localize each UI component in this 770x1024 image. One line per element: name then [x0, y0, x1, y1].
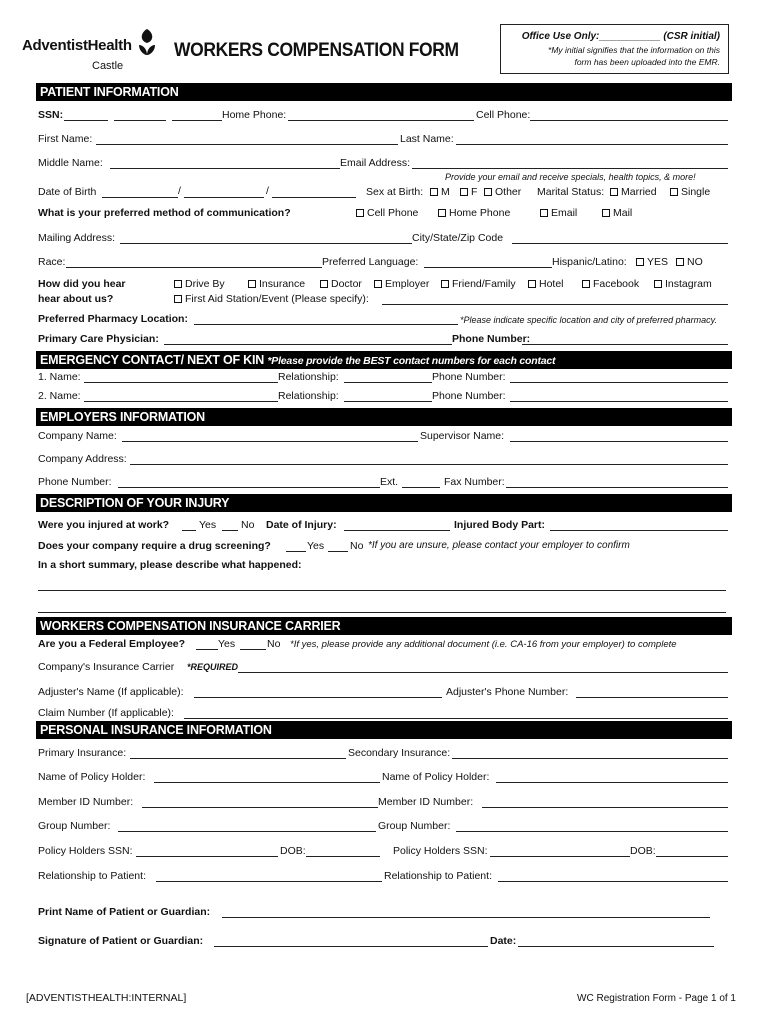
- company-address-label: Company Address:: [38, 453, 127, 465]
- hispanic-no-text: NO: [687, 256, 703, 268]
- hear-facebook-text: Facebook: [593, 278, 640, 290]
- comm-email-text: Email: [551, 207, 578, 219]
- drug-screening-label: Does your company require a drug screening?: [38, 540, 271, 552]
- print-name-field[interactable]: [222, 917, 710, 918]
- drug-yes-field[interactable]: [286, 551, 306, 552]
- home-phone-field[interactable]: [288, 120, 474, 121]
- sex-label: Sex at Birth:: [366, 186, 424, 198]
- ssn-label: SSN:: [38, 109, 64, 121]
- ssn-field-3[interactable]: [172, 120, 222, 121]
- injury-date-label: Date of Injury:: [266, 519, 337, 531]
- last-name-label: Last Name:: [400, 133, 454, 145]
- sex-m-text: M: [441, 186, 450, 198]
- hear-insurance-option[interactable]: [248, 278, 305, 290]
- sex-other-option[interactable]: [484, 186, 521, 198]
- race-label: Race:: [38, 256, 66, 268]
- hispanic-yes-checkbox[interactable]: [636, 258, 644, 266]
- pcp-phone-field[interactable]: [522, 344, 728, 345]
- hear-employer-checkbox[interactable]: [374, 280, 382, 288]
- emergency-phone-2-label: Phone Number:: [432, 390, 506, 402]
- employer-section-heading: [36, 408, 732, 426]
- mailing-field[interactable]: [120, 243, 412, 244]
- injury-section-heading: [36, 494, 732, 512]
- signature-label: Signature of Patient or Guardian:: [38, 935, 204, 947]
- body-part-field[interactable]: [550, 530, 728, 531]
- group-1-label: Group Number:: [38, 820, 111, 832]
- employer-phone-label: Phone Number:: [38, 476, 112, 488]
- ssn-field-1[interactable]: [64, 120, 108, 121]
- office-use-note-2: form has been uploaded into the EMR.: [574, 57, 720, 67]
- language-field[interactable]: [424, 267, 552, 268]
- personal-section-heading: [36, 721, 732, 739]
- hear-insurance-text: Insurance: [259, 278, 306, 290]
- sex-f-text: F: [471, 186, 478, 198]
- fax-label: Fax Number:: [444, 476, 505, 488]
- dob-label: Date of Birth: [38, 186, 97, 198]
- dob-slash-1: /: [178, 185, 181, 197]
- pharmacy-label: Preferred Pharmacy Location:: [38, 313, 188, 325]
- relationship-2-label: Relationship to Patient:: [384, 870, 492, 882]
- body-part-label: Injured Body Part:: [454, 519, 546, 531]
- ext-field[interactable]: [402, 487, 440, 488]
- ext-label: Ext.: [380, 476, 399, 488]
- emergency-section-heading: [36, 351, 732, 369]
- adjuster-name-label: Adjuster's Name (If applicable):: [38, 686, 184, 698]
- comm-home-checkbox[interactable]: [438, 209, 446, 217]
- hear-friend-option[interactable]: [441, 278, 516, 290]
- injured-no-field[interactable]: [222, 530, 238, 531]
- city-field[interactable]: [512, 243, 728, 244]
- sex-m-option[interactable]: [430, 186, 450, 198]
- hear-facebook-option[interactable]: [582, 278, 639, 290]
- office-use-label: Office Use Only:___________ (CSR initial): [521, 31, 720, 42]
- hear-label-2: hear about us?: [38, 293, 114, 305]
- comm-email-checkbox[interactable]: [540, 209, 548, 217]
- race-field[interactable]: [66, 267, 322, 268]
- email-label: Email Address:: [340, 157, 411, 169]
- first-name-label: First Name:: [38, 133, 93, 145]
- injured-no-label: No: [241, 519, 255, 531]
- mailing-label: Mailing Address:: [38, 232, 116, 244]
- comm-mail-option[interactable]: [602, 207, 632, 219]
- holder-1-field[interactable]: [154, 782, 380, 783]
- signature-date-label: Date:: [490, 935, 517, 947]
- dob-slash-2: /: [266, 185, 269, 197]
- emergency-relationship-1-field[interactable]: [344, 382, 432, 383]
- hear-instagram-checkbox[interactable]: [654, 280, 662, 288]
- comm-email-option[interactable]: [540, 207, 577, 219]
- dob-1-field[interactable]: [306, 856, 380, 857]
- patient-heading-text: PATIENT INFORMATION: [40, 85, 179, 99]
- federal-no-label: No: [267, 638, 281, 650]
- emergency-relationship-2-field[interactable]: [344, 401, 432, 402]
- single-checkbox[interactable]: [670, 188, 678, 196]
- claim-number-label: Claim Number (If applicable):: [38, 707, 174, 719]
- holder-2-label: Name of Policy Holder:: [382, 771, 490, 783]
- company-carrier-label: Company's Insurance Carrier: [38, 661, 175, 673]
- print-name-label: Print Name of Patient or Guardian:: [38, 906, 211, 918]
- fax-field[interactable]: [506, 487, 728, 488]
- pharmacy-note: *Please indicate specific location and city of preferred pharmacy.: [460, 315, 717, 325]
- emergency-heading-note: *Please provide the BEST contact numbers for each contact: [267, 355, 556, 367]
- primary-insurance-label: Primary Insurance:: [38, 747, 127, 759]
- middle-name-field[interactable]: [110, 168, 340, 169]
- federal-employee-label: Are you a Federal Employee?: [38, 638, 186, 650]
- company-carrier-field[interactable]: [238, 672, 728, 673]
- pcp-field[interactable]: [164, 344, 452, 345]
- federal-yes-field[interactable]: [196, 649, 218, 650]
- single-option[interactable]: [670, 186, 710, 198]
- hear-hotel-option[interactable]: [528, 278, 564, 290]
- comm-cell-text: Cell Phone: [367, 207, 419, 219]
- email-note: Provide your email and receive specials, health topics, & more!: [445, 172, 696, 182]
- secondary-insurance-field[interactable]: [452, 758, 728, 759]
- member-2-field[interactable]: [482, 807, 728, 808]
- hear-instagram-option[interactable]: [654, 278, 712, 290]
- page-title: WORKERS COMPENSATION FORM: [174, 40, 459, 61]
- pcp-label: Primary Care Physician:: [38, 333, 159, 345]
- sex-f-option[interactable]: [460, 186, 477, 198]
- policy-ssn-1-field[interactable]: [136, 856, 278, 857]
- drug-no-label: No: [350, 540, 364, 552]
- hispanic-label: Hispanic/Latino:: [552, 256, 627, 268]
- marital-label: Marital Status:: [537, 186, 605, 198]
- patient-section-heading: [36, 83, 732, 101]
- emergency-phone-1-label: Phone Number:: [432, 371, 506, 383]
- policy-ssn-1-label: Policy Holders SSN:: [38, 845, 133, 857]
- drug-yes-label: Yes: [307, 540, 325, 552]
- hear-doctor-text: Doctor: [331, 278, 362, 290]
- adjuster-phone-field[interactable]: [576, 697, 728, 698]
- cell-phone-field[interactable]: [530, 120, 728, 121]
- holder-2-field[interactable]: [496, 782, 728, 783]
- summary-line-1[interactable]: [38, 590, 726, 591]
- company-name-label: Company Name:: [38, 430, 117, 442]
- member-1-field[interactable]: [142, 807, 378, 808]
- hispanic-no-checkbox[interactable]: [676, 258, 684, 266]
- hear-label-1: How did you hear: [38, 278, 126, 290]
- dob-year-field[interactable]: [272, 197, 356, 198]
- leaf-logo-icon: [136, 27, 158, 57]
- member-1-label: Member ID Number:: [38, 796, 134, 808]
- communication-question: What is your preferred method of communication?: [38, 207, 291, 219]
- last-name-field[interactable]: [456, 144, 728, 145]
- ssn-field-2[interactable]: [114, 120, 166, 121]
- injured-yes-label: Yes: [199, 519, 217, 531]
- hispanic-yes-option[interactable]: [636, 256, 668, 268]
- supervisor-field[interactable]: [510, 441, 728, 442]
- pharmacy-field[interactable]: [194, 324, 458, 325]
- hear-drive-by-text: Drive By: [185, 278, 225, 290]
- hear-friend-text: Friend/Family: [452, 278, 516, 290]
- federal-no-field[interactable]: [240, 649, 266, 650]
- group-2-label: Group Number:: [378, 820, 451, 832]
- footer-classification: [ADVENTISTHEALTH:INTERNAL]: [26, 992, 187, 1004]
- holder-1-label: Name of Policy Holder:: [38, 771, 146, 783]
- adjuster-name-field[interactable]: [194, 697, 442, 698]
- comm-cell-checkbox[interactable]: [356, 209, 364, 217]
- emergency-phone-1-field[interactable]: [510, 382, 728, 383]
- hear-hotel-checkbox[interactable]: [528, 280, 536, 288]
- relationship-1-field[interactable]: [156, 881, 382, 882]
- footer-page-info: WC Registration Form - Page 1 of 1: [577, 993, 736, 1004]
- policy-ssn-2-label: Policy Holders SSN:: [393, 845, 488, 857]
- comm-home-text: Home Phone: [449, 207, 511, 219]
- relationship-1-label: Relationship to Patient:: [38, 870, 146, 882]
- hear-employer-text: Employer: [385, 278, 430, 290]
- home-phone-label: Home Phone:: [222, 109, 287, 121]
- policy-ssn-2-field[interactable]: [490, 856, 630, 857]
- member-2-label: Member ID Number:: [378, 796, 474, 808]
- hear-first-aid-checkbox[interactable]: [174, 295, 182, 303]
- emergency-name-1-label: 1. Name:: [38, 371, 81, 383]
- cell-phone-label: Cell Phone:: [476, 109, 531, 121]
- secondary-insurance-label: Secondary Insurance:: [348, 747, 451, 759]
- office-use-box: [500, 24, 729, 74]
- hear-first-aid-option[interactable]: [174, 293, 369, 305]
- hear-friend-checkbox[interactable]: [441, 280, 449, 288]
- adjuster-phone-label: Adjuster's Phone Number:: [446, 686, 569, 698]
- brand-name: AdventistHealth: [22, 37, 132, 54]
- hear-instagram-text: Instagram: [665, 278, 712, 290]
- hear-doctor-checkbox[interactable]: [320, 280, 328, 288]
- supervisor-label: Supervisor Name:: [420, 430, 505, 442]
- summary-label: In a short summary, please describe what happened:: [38, 559, 302, 571]
- hispanic-yes-text: YES: [647, 256, 669, 268]
- injured-at-work-label: Were you injured at work?: [38, 519, 170, 531]
- drug-note: *If you are unsure, please contact your employer to confirm: [368, 540, 630, 551]
- injury-date-field[interactable]: [344, 530, 450, 531]
- language-label: Preferred Language:: [322, 256, 419, 268]
- city-label: City/State/Zip Code: [412, 232, 504, 244]
- relationship-2-field[interactable]: [498, 881, 728, 882]
- emergency-heading-text: EMERGENCY CONTACT/ NEXT OF KIN: [40, 353, 265, 367]
- hear-doctor-option[interactable]: [320, 278, 362, 290]
- brand-sub: Castle: [92, 60, 124, 72]
- hear-insurance-checkbox[interactable]: [248, 280, 256, 288]
- group-1-field[interactable]: [118, 831, 376, 832]
- comm-mail-text: Mail: [613, 207, 633, 219]
- hear-first-aid-text: First Aid Station/Event (Please specify):: [185, 293, 369, 305]
- summary-line-2[interactable]: [38, 612, 726, 613]
- federal-yes-label: Yes: [218, 638, 236, 650]
- carrier-section-heading: [36, 617, 732, 635]
- emergency-name-2-field[interactable]: [84, 401, 278, 402]
- hear-first-aid-field[interactable]: [382, 304, 728, 305]
- employer-phone-field[interactable]: [118, 487, 380, 488]
- hear-drive-by-checkbox[interactable]: [174, 280, 182, 288]
- comm-mail-checkbox[interactable]: [602, 209, 610, 217]
- carrier-heading-text: WORKERS COMPENSATION INSURANCE CARRIER: [40, 619, 341, 633]
- primary-insurance-field[interactable]: [130, 758, 346, 759]
- emergency-relationship-1-label: Relationship:: [278, 371, 339, 383]
- group-2-field[interactable]: [456, 831, 728, 832]
- hear-hotel-text: Hotel: [539, 278, 564, 290]
- company-address-field[interactable]: [130, 464, 728, 465]
- claim-number-field[interactable]: [184, 718, 728, 719]
- single-text: Single: [681, 186, 711, 198]
- emergency-name-2-label: 2. Name:: [38, 390, 81, 402]
- federal-note: *If yes, please provide any additional document (i.e. CA-16 from your employer) to complete: [290, 639, 677, 650]
- pcp-phone-label: Phone Number:: [452, 333, 531, 345]
- married-checkbox[interactable]: [610, 188, 618, 196]
- dob-1-label: DOB:: [280, 845, 306, 857]
- comm-home-option[interactable]: [438, 207, 510, 219]
- personal-heading-text: PERSONAL INSURANCE INFORMATION: [40, 723, 272, 737]
- employer-heading-text: EMPLOYERS INFORMATION: [40, 410, 206, 424]
- company-name-field[interactable]: [122, 441, 418, 442]
- comm-cell-option[interactable]: [356, 207, 418, 219]
- email-field[interactable]: [412, 168, 728, 169]
- middle-name-label: Middle Name:: [38, 157, 103, 169]
- emergency-relationship-2-label: Relationship:: [278, 390, 339, 402]
- signature-field[interactable]: [214, 946, 488, 947]
- dob-2-label: DOB:: [630, 845, 656, 857]
- sex-f-checkbox[interactable]: [460, 188, 468, 196]
- married-text: Married: [621, 186, 657, 198]
- emergency-name-1-field[interactable]: [84, 382, 278, 383]
- hear-facebook-checkbox[interactable]: [582, 280, 590, 288]
- dob-day-field[interactable]: [184, 197, 264, 198]
- first-name-field[interactable]: [96, 144, 398, 145]
- required-note: *REQUIRED: [187, 662, 239, 672]
- dob-month-field[interactable]: [102, 197, 178, 198]
- sex-m-checkbox[interactable]: [430, 188, 438, 196]
- drug-no-field[interactable]: [328, 551, 348, 552]
- sex-other-checkbox[interactable]: [484, 188, 492, 196]
- hispanic-no-option[interactable]: [676, 256, 703, 268]
- married-option[interactable]: [610, 186, 657, 198]
- sex-other-text: Other: [495, 186, 522, 198]
- office-use-note-1: *My initial signifies that the information on this: [548, 45, 720, 55]
- dob-2-field[interactable]: [656, 856, 728, 857]
- signature-date-field[interactable]: [518, 946, 714, 947]
- injured-yes-field[interactable]: [182, 530, 196, 531]
- emergency-phone-2-field[interactable]: [510, 401, 728, 402]
- hear-drive-by-option[interactable]: [174, 278, 225, 290]
- hear-employer-option[interactable]: [374, 278, 429, 290]
- injury-heading-text: DESCRIPTION OF YOUR INJURY: [40, 496, 230, 510]
